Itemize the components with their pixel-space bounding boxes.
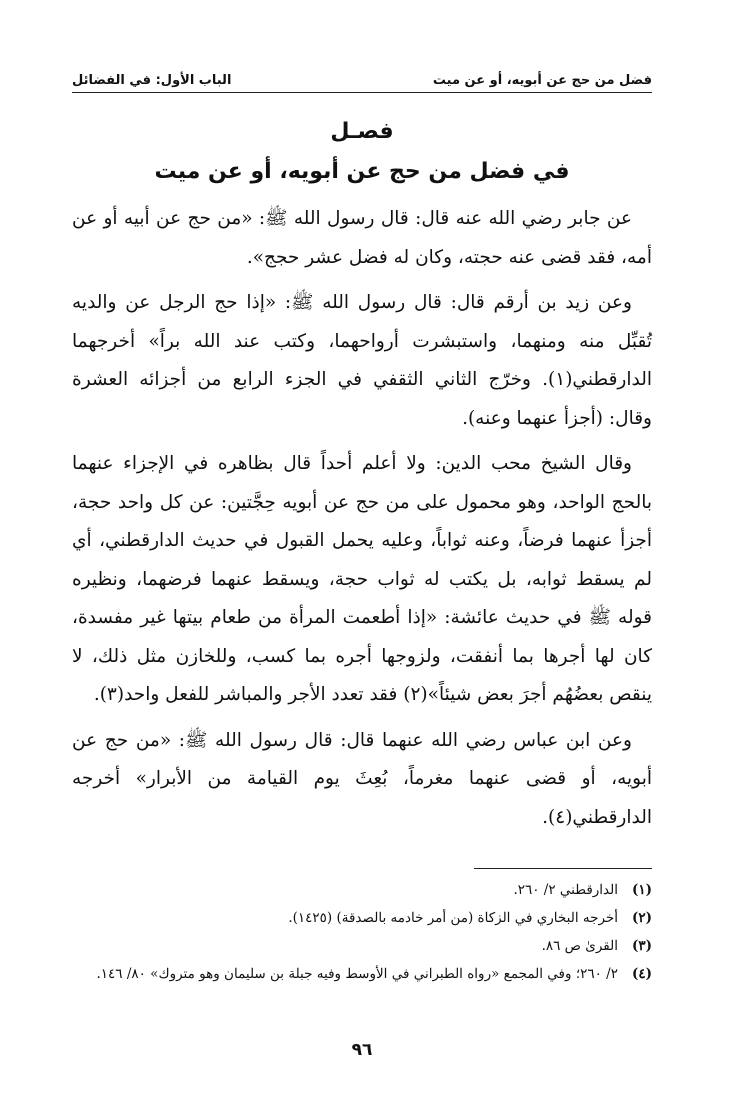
footnote-number: (١) — [631, 882, 652, 898]
footnote-divider — [474, 868, 652, 869]
footnote-number: (٣) — [631, 938, 652, 954]
footnote-1 — [72, 876, 652, 904]
footnote-text: القرىٰ ص ٨٦. — [541, 938, 618, 954]
running-header — [72, 58, 652, 93]
section-subtitle: في فضل من حج عن أبويه، أو عن ميت — [154, 159, 570, 184]
book-page — [72, 0, 652, 1116]
footnote-number: (٢) — [631, 910, 652, 926]
footnote-number: (٤) — [631, 966, 652, 982]
paragraph-2: وعن زيد بن أرقم قال: قال رسول الله ﷺ: «إذا حج الرجل عن والديه تُقبِّل منه ومنهما، واستبشرت أرواحهما، وكتب عند الله براً» أخرجهما الدارقطني(١). وخرّج الثاني الثقفي في الجزء الرابع من أجزائه العشرة وقال: (أجزأ عنهما وعنه). — [72, 292, 652, 429]
running-header-chapter-title: فضل من حج عن أبويه، أو عن ميت — [432, 73, 652, 88]
footnote-3 — [72, 932, 652, 960]
footnotes — [72, 876, 652, 988]
running-header-part-title: الباب الأول: في الفضائل — [72, 73, 232, 88]
paragraph-1: عن جابر رضي الله عنه قال: قال رسول الله ﷺ: «من حج عن أبيه أو عن أمه، فقد قضى عنه حجته، وكان له فضل عشر حجج». — [72, 208, 652, 268]
footnote-text: الدارقطني ٢/ ٢٦٠. — [513, 882, 618, 898]
footnote-text: أخرجه البخاري في الزكاة (من أمر خادمه بالصدقة) (١٤٢٥). — [288, 910, 618, 926]
footnote-2 — [72, 904, 652, 932]
footnote-text: ٢/ ٢٦٠؛ وفي المجمع «رواه الطبراني في الأوسط وفيه جبلة بن سليمان وهو متروك» ٨٠/ ١٤٦. — [96, 966, 618, 982]
section-heading — [72, 112, 652, 192]
section-title: فصـل — [330, 119, 394, 144]
paragraph-4: وعن ابن عباس رضي الله عنهما قال: قال رسول الله ﷺ: «من حج عن أبويه، أو قضى عنهما مغرماً، بُعِثَ يوم القيامة من الأبرار» أخرجه الدارقطني(٤). — [72, 729, 652, 828]
page-number: ٩٦ — [351, 1040, 373, 1060]
body-text — [72, 200, 652, 844]
footnote-4 — [72, 960, 652, 988]
paragraph-3: وقال الشيخ محب الدين: ولا أعلم أحداً قال بظاهره في الإجزاء عنهما بالحج الواحد، وهو محمول على من حج عن أبويه حِجَّتين: عن كل واحد حجة، أجزأ عنهما فرضاً، وعنه ثواباً، وعليه يحمل القبول في حديث الدارقطني، أي لم يسقط ثوابه، بل يكتب له ثواب حجة، ويسقط عنهما فرضهما، ونظيره قوله ﷺ في حديث عائشة: «إذا أطعمت المرأة من طعام بيتها غير مفسدة، كان لها أجرها بما أنفقت، ولزوجها أجره بما كسب، وللخازن مثل ذلك، لا ينقص بعضُهُم أجرَ بعض شيئاً»(٢) فقد تعدد الأجر والمباشر للفعل واحد(٣). — [72, 453, 652, 705]
